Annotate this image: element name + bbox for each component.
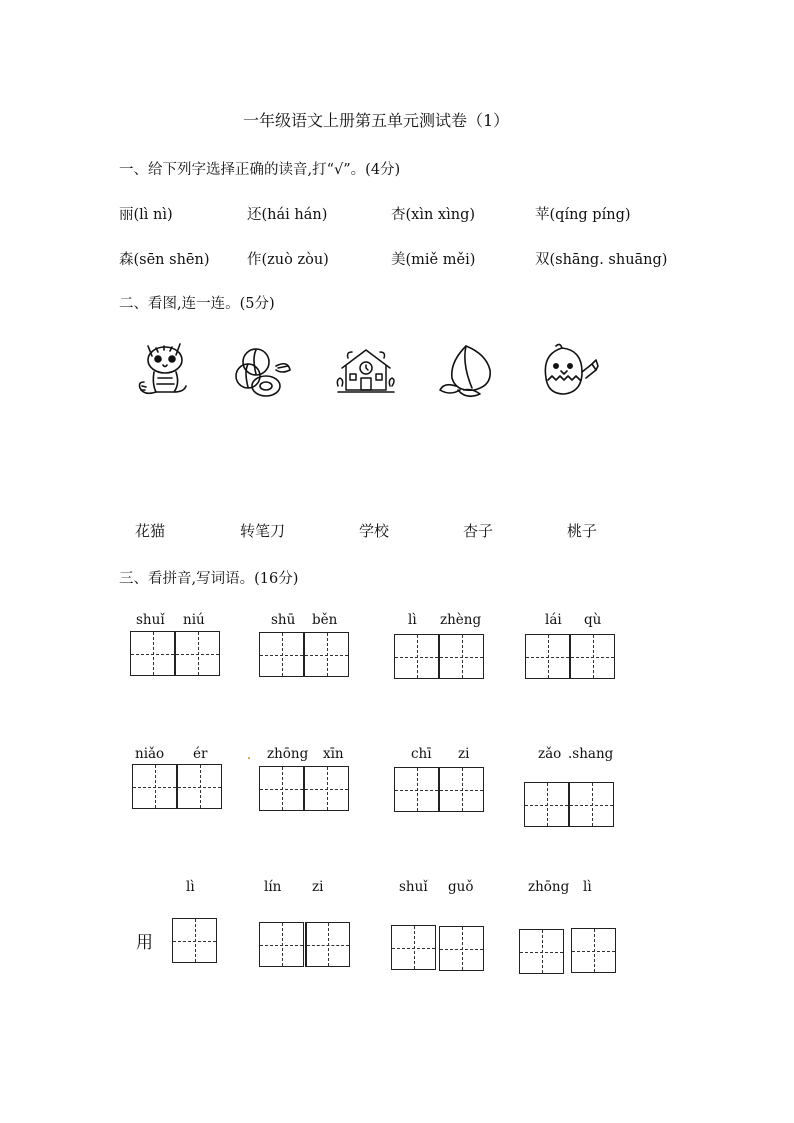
pinyin: shū xyxy=(271,612,296,628)
writing-box[interactable] xyxy=(439,767,484,812)
pinyin: niú xyxy=(183,612,205,628)
option-zuo[interactable]: 作(zuò zòu) xyxy=(247,252,329,268)
writing-box[interactable] xyxy=(569,782,614,827)
writing-box[interactable] xyxy=(172,918,217,963)
pinyin: qù xyxy=(584,612,602,628)
writing-box[interactable] xyxy=(304,766,349,811)
pinyin: lì xyxy=(186,879,195,895)
pinyin: zi xyxy=(312,879,324,895)
pinyin: běn xyxy=(312,612,338,628)
writing-box[interactable] xyxy=(259,766,304,811)
pinyin: zi xyxy=(458,746,470,762)
writing-box[interactable] xyxy=(570,634,615,679)
school-icon[interactable] xyxy=(334,340,398,404)
option-ping[interactable]: 苹(qíng píng) xyxy=(535,207,631,223)
word-zhuanbidao[interactable]: 转笔刀 xyxy=(240,522,286,540)
option-li[interactable]: 丽(lì nì) xyxy=(119,207,173,223)
cat-icon[interactable] xyxy=(134,338,198,402)
pinyin: ér xyxy=(193,746,208,762)
pinyin: zhōng xyxy=(528,879,570,895)
pinyin: lái xyxy=(545,612,562,628)
writing-box[interactable] xyxy=(519,929,564,974)
writing-box[interactable] xyxy=(175,631,220,676)
pinyin: zǎo xyxy=(538,746,562,762)
writing-box[interactable] xyxy=(304,632,349,677)
apricot-icon[interactable] xyxy=(230,340,294,404)
prefix-character: 用 xyxy=(136,933,153,953)
page-title: 一年级语文上册第五单元测试卷（1） xyxy=(243,111,510,130)
pinyin: lín xyxy=(264,879,282,895)
pinyin: chī xyxy=(411,746,432,762)
option-xing[interactable]: 杏(xìn xìng) xyxy=(391,207,476,223)
writing-box[interactable] xyxy=(177,764,222,809)
pinyin: guǒ xyxy=(448,879,474,895)
writing-box[interactable] xyxy=(525,634,570,679)
option-sen[interactable]: 森(sēn shēn) xyxy=(119,252,210,268)
pinyin: shuǐ xyxy=(399,879,428,895)
word-taozi[interactable]: 桃子 xyxy=(567,522,598,540)
writing-box[interactable] xyxy=(439,634,484,679)
writing-box[interactable] xyxy=(132,764,177,809)
option-mei[interactable]: 美(miě měi) xyxy=(391,252,476,268)
word-huamao[interactable]: 花猫 xyxy=(135,522,166,540)
section2-heading: 二、看图,连一连。(5分) xyxy=(119,296,275,312)
peach-icon[interactable] xyxy=(436,340,500,404)
writing-box[interactable] xyxy=(394,634,439,679)
pinyin: .shang xyxy=(568,746,614,762)
pinyin: lì xyxy=(408,612,417,628)
section3-heading: 三、看拼音,写词语。(16分) xyxy=(119,571,299,587)
pinyin: zhōng xyxy=(267,746,309,762)
decoration-dot xyxy=(248,757,250,759)
writing-box[interactable] xyxy=(259,632,304,677)
writing-box[interactable] xyxy=(439,926,484,971)
section1-heading: 一、给下列字选择正确的读音,打“√”。(4分) xyxy=(119,162,401,178)
option-shuang[interactable]: 双(shāng. shuāng) xyxy=(535,252,668,268)
writing-box[interactable] xyxy=(571,928,616,973)
word-xuexiao[interactable]: 学校 xyxy=(359,522,390,540)
pinyin: shuǐ xyxy=(136,612,165,628)
writing-box[interactable] xyxy=(305,922,350,967)
writing-box[interactable] xyxy=(259,922,304,967)
writing-box[interactable] xyxy=(391,925,436,970)
word-xingzi[interactable]: 杏子 xyxy=(463,522,494,540)
writing-box[interactable] xyxy=(394,767,439,812)
writing-box[interactable] xyxy=(524,782,569,827)
pinyin: xīn xyxy=(323,746,344,762)
pinyin: lì xyxy=(583,879,592,895)
pinyin: niǎo xyxy=(135,746,165,762)
pinyin: zhèng xyxy=(440,612,482,628)
option-huan[interactable]: 还(hái hán) xyxy=(247,207,328,223)
pencil-sharpener-icon[interactable] xyxy=(536,338,600,402)
writing-box[interactable] xyxy=(130,631,175,676)
